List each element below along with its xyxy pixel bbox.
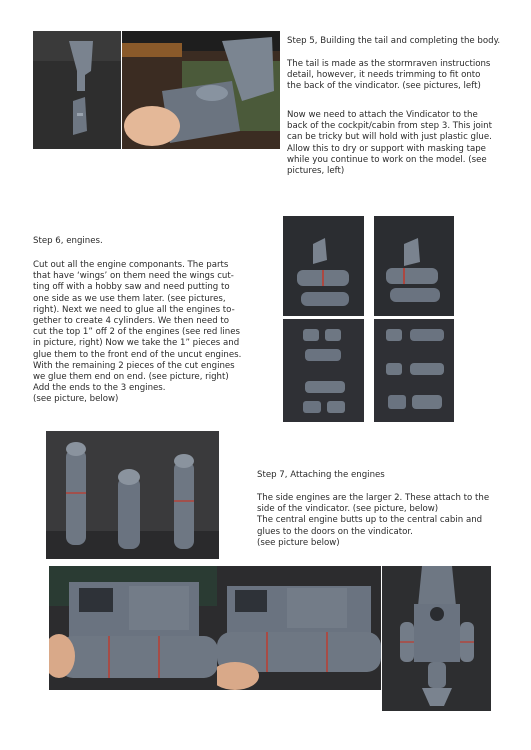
step6-heading: Step 6, engines. — [33, 236, 103, 246]
photo-assembled-engines — [46, 431, 219, 559]
photo-side-engine-attached-right — [217, 566, 381, 690]
step7-heading: Step 7, Attaching the engines — [257, 470, 385, 480]
step5-paragraph-2: Now we need to attach the Vindicator to the back of the cockpit/cabin from step 3. This joint can be tricky but will hold with just plastic glue. Allow this to dry or support with masking tape while you continue to work on the model. (see pictures, left) — [287, 110, 492, 177]
photo-engines-wings-left — [283, 216, 364, 316]
photo-central-engine-top-view — [382, 566, 491, 711]
photo-tail-on-vindicator — [122, 31, 280, 149]
step6-paragraph: Cut out all the engine componants. The parts that have ‘wings’ on them need the wings cut- ting off with a hobby saw and need putting to one side as we use them later. (see pictures, right). Next we need to glue all the engines to- gether to create 4 cylinders. We then need to cut the top 1” off 2 of the engines (see red lines in picture, right) Now we take the 1” pieces and glue them to the front end of the uncut engines. With the remaining 2 pieces of the cut engines we glue them end on end. (see picture, right) Add the ends to the 3 engines. (see picture, below) — [33, 260, 242, 405]
photo-engines-cut-left — [283, 319, 364, 422]
photo-side-engine-attached-left — [49, 566, 218, 690]
photo-engines-cut-right — [374, 319, 454, 422]
step7-paragraph: The side engines are the larger 2. These attach to the side of the vindicator. (see picture, below) The central engine butts up to the central cabin and glues to the doors on the vindicator. (see picture below) — [257, 493, 490, 548]
step5-heading: Step 5, Building the tail and completing the body. — [287, 36, 501, 46]
photo-tail-parts — [33, 31, 121, 149]
step5-paragraph-1: The tail is made as the stormraven instructions detail, however, it needs trimming to fit onto the back of the vindicator. (see pictures, left) — [287, 59, 491, 92]
photo-engines-wings-right — [374, 216, 454, 316]
